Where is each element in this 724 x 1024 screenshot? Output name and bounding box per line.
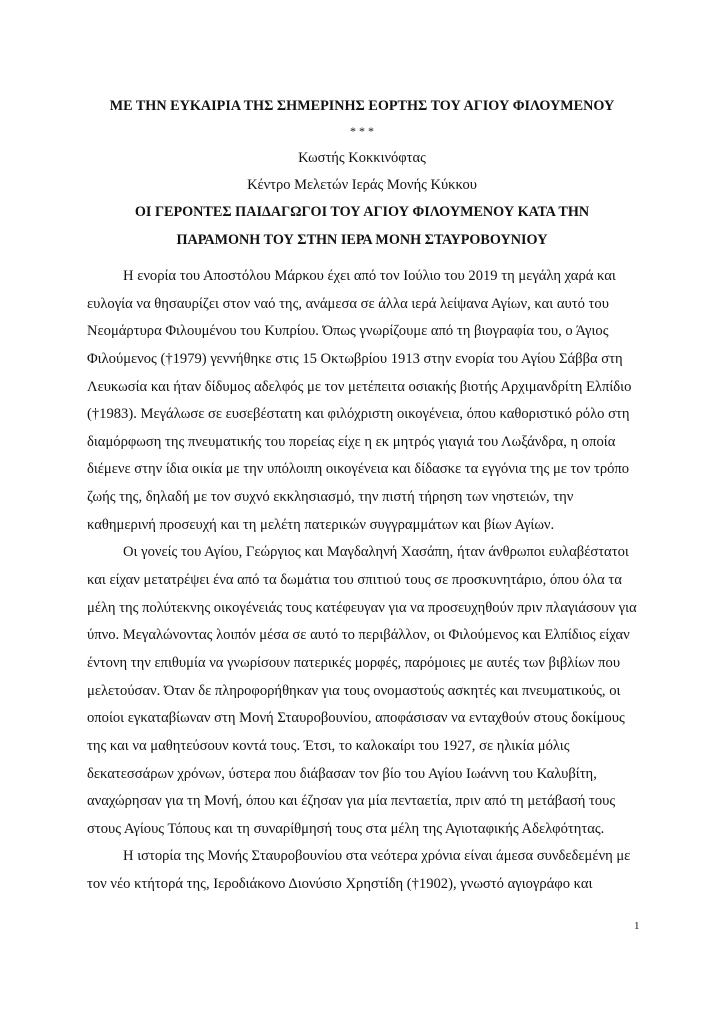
paragraph-line: Η ιστορία της Μονής Σταυροβουνίου στα νεότερα χρόνια είναι άμεσα συνδεδεμένη με: [123, 848, 631, 865]
paragraph-line: ύπνο. Μεγαλώνοντας λοιπόν μέσα σε αυτό το περιβάλλον, οι Φιλούμενος και Ελπίδιος είχαν: [87, 627, 630, 644]
paragraph-line: καθημερινή προσευχή και τη μελέτη πατερικών συγγραμμάτων και βίων Αγίων.: [87, 516, 555, 533]
paragraph-line: αναχώρησαν για τη Μονή, όπου και έζησαν για μία πενταετία, πριν από τη μετάβασή τους: [87, 793, 616, 810]
article-body: [87, 263, 647, 899]
author-name: Κωστής Κοκκινόφτας: [298, 150, 426, 166]
paragraph-line: έντονη την επιθυμία να γνωρίσουν πατερικές μορφές, παρόμοιες με αυτές των βιβλίων που: [87, 654, 621, 671]
paragraph-line: διέμενε στην ίδια οικία με την υπόλοιπη οικογένεια και δίδασκε τα εγγόνια της με τον τρόπο: [87, 461, 630, 478]
paragraph-line: ευλογία να θησαυρίζει στον ναό της, ανάμεσα σε άλλα ιερά λείψανα Αγίων, και αυτό του: [87, 295, 609, 312]
paragraph-line: Η ενορία του Αποστόλου Μάρκου έχει από τον Ιούλιο του 2019 τη μεγάλη χαρά και: [123, 268, 616, 284]
paragraph-line: Οι γονείς του Αγίου, Γεώργιος και Μαγδαληνή Χασάπη, ήταν άνθρωποι ευλαβέστατοι: [123, 544, 629, 561]
paragraph-line: διαμόρφωση της πνευματικής του πορείας είχε η εκ μητρός γιαγιά του Λωξάνδρα, η οποία: [87, 433, 616, 450]
paragraph-line: ζωής της, δηλαδή με τον συχνό εκκλησιασμό, την πιστή τήρηση των νηστειών, την: [87, 489, 574, 506]
paragraph-line: οποίοι εγκαταβίωναν στη Μονή Σταυροβουνίου, αποφάσισαν να ενταχθούν στους δοκίμους: [87, 710, 625, 727]
author-affiliation: Κέντρο Μελετών Ιεράς Μονής Κύκκου: [247, 177, 477, 193]
paragraph-line: (†1983). Μεγάλωσε σε ευσεβέστατη και φιλόχριστη οικογένεια, όπου καθοριστικό ρόλο στη: [87, 406, 630, 423]
paragraph-line: στους Αγίους Τόπους και τη συναρίθμησή τους στα μέλη της Αγιοταφικής Αδελφότητας.: [87, 820, 605, 837]
occasion-heading: ΜΕ ΤΗΝ ΕΥΚΑΙΡΙΑ ΤΗΣ ΣΗΜΕΡΙΝΗΣ ΕΟΡΤΗΣ ΤΟΥ ΑΓΙΟΥ ΦΙΛΟΥΜΕΝΟΥ: [109, 98, 615, 114]
paragraph-line: Νεομάρτυρα Φιλουμένου του Κυπρίου. Όπως γνωρίζουμε από τη βιογραφία του, ο Άγιος: [87, 323, 609, 340]
paragraph-line: μέλη της πολύτεκνης οικογένειάς τους κατέφευγαν για να προσευχηθούν πριν πλαγιάσουν για: [87, 599, 637, 616]
paragraph-line: και είχαν μετατρέψει ένα από τα δωμάτια του σπιτιού τους σε προσκυνητάριο, όπου όλα τα: [87, 572, 622, 589]
paragraph-line: της και να μαθητεύσουν κοντά τους. Έτσι, το καλοκαίρι του 1927, σε ηλικία μόλις: [87, 737, 570, 754]
article-title-line-2: ΠΑΡΑΜΟΝΗ ΤΟΥ ΣΤΗΝ ΙΕΡΑ ΜΟΝΗ ΣΤΑΥΡΟΒΟΥΝΙΟΥ: [176, 232, 548, 248]
paragraph-line: μελετούσαν. Όταν δε πληροφορήθηκαν για τους ονομαστούς ασκητές και πνευματικούς, οι: [87, 682, 621, 699]
article-title-line-1: ΟΙ ΓΕΡΟΝΤΕΣ ΠΑΙΔΑΓΩΓΟΙ ΤΟΥ ΑΓΙΟΥ ΦΙΛΟΥΜΕΝΟΥ ΚΑΤΑ ΤΗΝ: [134, 204, 590, 220]
paragraph-line: δεκατεσσάρων χρόνων, ύστερα που διάβασαν τον βίο του Αγίου Ιωάννη του Καλυβίτη,: [87, 765, 597, 782]
paragraph-line: Λευκωσία και ήταν δίδυμος αδελφός με τον μετέπειτα οσιακής βιοτής Αρχιμανδρίτη Ελπίδιο: [87, 378, 632, 395]
paragraph-line: τον νέο κτήτορά της, Ιεροδιάκονο Διονύσιο Χρηστίδη (†1902), γνωστό αγιογράφο και: [87, 876, 593, 893]
page-number: 1: [634, 920, 640, 932]
separator: * * *: [350, 124, 374, 138]
paragraph-line: Φιλούμενος (†1979) γεννήθηκε στις 15 Οκτωβρίου 1913 στην ενορία του Αγίου Σάββα στη: [87, 350, 623, 367]
